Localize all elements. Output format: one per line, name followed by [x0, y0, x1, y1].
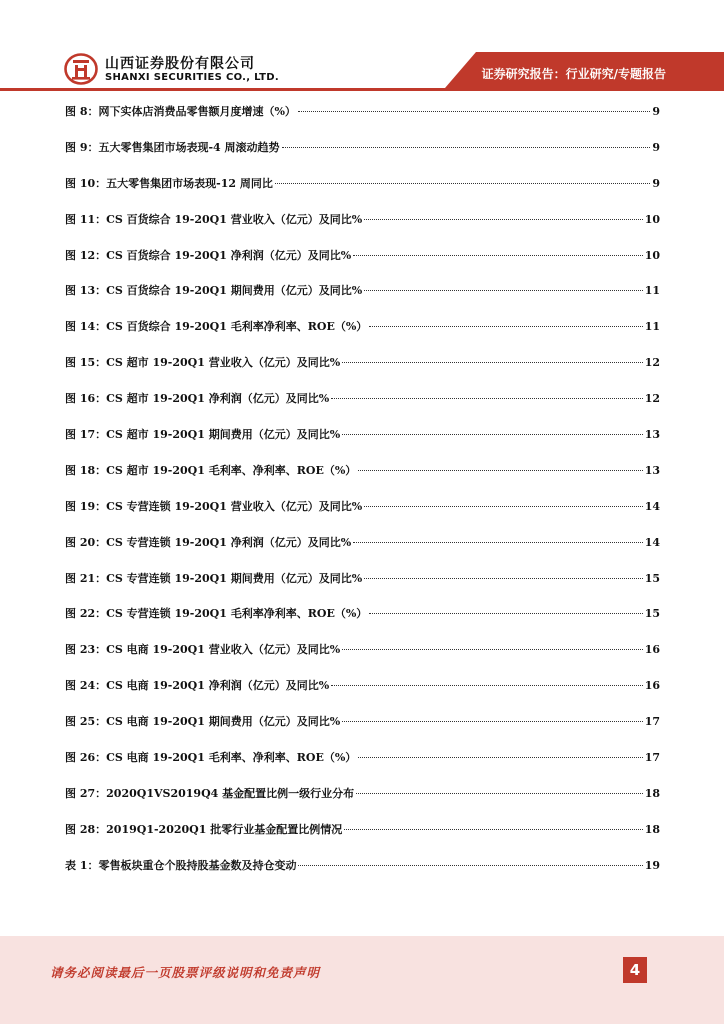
toc-entry-page: 17: [644, 715, 660, 729]
toc-entry-title: 图 15：CS 超市 19-20Q1 营业收入（亿元）及同比%: [65, 356, 341, 370]
toc-dot-leader: [344, 829, 642, 830]
toc-entry-page: 11: [644, 320, 660, 334]
toc-dot-leader: [342, 649, 642, 650]
toc-dot-leader: [358, 470, 642, 471]
toc-entry-title: 图 23：CS 电商 19-20Q1 营业收入（亿元）及同比%: [65, 643, 341, 657]
toc-entry-title: 图 20：CS 专营连锁 19-20Q1 净利润（亿元）及同比%: [65, 535, 352, 549]
toc-dot-leader: [342, 434, 642, 435]
toc-entry[interactable]: [65, 676, 660, 712]
page-header: [0, 0, 724, 96]
toc-entry-page: 12: [644, 392, 660, 406]
toc-entry-title: 图 14：CS 百货综合 19-20Q1 毛利率净利率、ROE（%）: [65, 320, 368, 334]
toc-entry-page: 16: [644, 679, 660, 693]
toc-entry[interactable]: [65, 389, 660, 425]
toc-entry-page: 19: [644, 858, 660, 872]
page-number: 4: [623, 957, 647, 983]
toc-entry[interactable]: [65, 461, 660, 497]
toc-dot-leader: [342, 721, 642, 722]
toc-entry-title: 图 10：五大零售集团市场表现-12 周同比: [65, 176, 273, 190]
toc-entry-page: 9: [652, 176, 660, 190]
company-name-cn: 山西证券股份有限公司: [105, 56, 255, 72]
toc-entry[interactable]: [65, 102, 660, 138]
toc-entry-title: 图 17：CS 超市 19-20Q1 期间费用（亿元）及同比%: [65, 428, 341, 442]
toc-entry-title: 表 1：零售板块重仓个股持股基金数及持仓变动: [65, 858, 297, 872]
toc-entry-title: 图 12：CS 百货综合 19-20Q1 净利润（亿元）及同比%: [65, 248, 352, 262]
toc-dot-leader: [364, 506, 642, 507]
footer-disclaimer: 请务必阅读最后一页股票评级说明和免责声明: [50, 965, 321, 980]
toc-dot-leader: [282, 147, 651, 148]
toc-entry[interactable]: [65, 748, 660, 784]
toc-entry[interactable]: [65, 353, 660, 389]
toc-entry-page: 9: [652, 105, 660, 118]
toc-entry-page: 17: [644, 751, 660, 765]
toc-entry-page: 11: [644, 284, 660, 298]
toc-dot-leader: [298, 865, 642, 866]
toc-dot-leader: [331, 685, 642, 686]
toc-entry-page: 13: [644, 428, 660, 442]
toc-entry[interactable]: [65, 138, 660, 174]
toc-entry[interactable]: [65, 604, 660, 640]
toc-entry-title: 图 26：CS 电商 19-20Q1 毛利率、净利率、ROE（%）: [65, 751, 357, 765]
toc-dot-leader: [358, 757, 642, 758]
toc-entry[interactable]: [65, 281, 660, 317]
toc-dot-leader: [369, 326, 642, 327]
toc-dot-leader: [364, 578, 642, 579]
toc-entry[interactable]: [65, 712, 660, 748]
toc-entry[interactable]: [65, 820, 660, 856]
toc-entry-page: 14: [644, 499, 660, 513]
toc-entry-title: 图 18：CS 超市 19-20Q1 毛利率、净利率、ROE（%）: [65, 463, 357, 477]
toc-dot-leader: [356, 793, 643, 794]
toc-entry-title: 图 21：CS 专营连锁 19-20Q1 期间费用（亿元）及同比%: [65, 571, 363, 585]
toc-entry-page: 18: [644, 786, 660, 800]
toc-dot-leader: [342, 362, 642, 363]
toc-entry-page: 14: [644, 535, 660, 549]
toc-entry-title: 图 22：CS 专营连锁 19-20Q1 毛利率净利率、ROE（%）: [65, 607, 368, 621]
toc-entry-title: 图 13：CS 百货综合 19-20Q1 期间费用（亿元）及同比%: [65, 284, 363, 298]
toc-entry-title: 图 27：2020Q1VS2019Q4 基金配置比例一级行业分布: [65, 786, 355, 800]
toc-entry-title: 图 16：CS 超市 19-20Q1 净利润（亿元）及同比%: [65, 392, 330, 406]
toc-dot-leader: [298, 111, 650, 112]
toc-entry-page: 15: [644, 571, 660, 585]
toc-entry-page: 16: [644, 643, 660, 657]
toc-entry[interactable]: [65, 497, 660, 533]
toc-entry[interactable]: [65, 246, 660, 282]
toc-dot-leader: [275, 183, 651, 184]
toc-entry-title: 图 9：五大零售集团市场表现-4 周滚动趋势: [65, 140, 280, 154]
toc-list: [65, 102, 660, 892]
toc-entry[interactable]: [65, 425, 660, 461]
toc-entry[interactable]: [65, 569, 660, 605]
toc-dot-leader: [364, 290, 642, 291]
toc-entry[interactable]: [65, 174, 660, 210]
toc-entry[interactable]: [65, 784, 660, 820]
toc-entry-title: 图 19：CS 专营连锁 19-20Q1 营业收入（亿元）及同比%: [65, 499, 363, 513]
toc-dot-leader: [353, 542, 642, 543]
toc-entry-page: 10: [644, 212, 660, 226]
toc-entry-title: 图 28：2019Q1-2020Q1 批零行业基金配置比例情况: [65, 822, 343, 836]
toc-entry[interactable]: [65, 317, 660, 353]
toc-entry[interactable]: [65, 210, 660, 246]
toc-entry[interactable]: [65, 856, 660, 892]
toc-dot-leader: [353, 255, 642, 256]
toc-entry-title: 图 24：CS 电商 19-20Q1 净利润（亿元）及同比%: [65, 679, 330, 693]
report-type: 证券研究报告：行业研究/专题报告: [481, 67, 666, 81]
toc-entry-page: 10: [644, 248, 660, 262]
toc-entry[interactable]: [65, 533, 660, 569]
company-name-en: SHANXI SECURITIES CO., LTD.: [105, 72, 279, 83]
toc-dot-leader: [331, 398, 642, 399]
toc-entry-page: 13: [644, 463, 660, 477]
toc-dot-leader: [369, 613, 642, 614]
toc-dot-leader: [364, 219, 642, 220]
toc-entry-page: 12: [644, 356, 660, 370]
toc-entry[interactable]: [65, 640, 660, 676]
toc-entry-page: 9: [652, 140, 660, 154]
toc-entry-title: 图 11：CS 百货综合 19-20Q1 营业收入（亿元）及同比%: [65, 212, 363, 226]
toc-entry-page: 15: [644, 607, 660, 621]
toc-entry-title: 图 8：网下实体店消费品零售额月度增速（%）: [65, 105, 296, 118]
toc-entry-title: 图 25：CS 电商 19-20Q1 期间费用（亿元）及同比%: [65, 715, 341, 729]
toc-entry-page: 18: [644, 822, 660, 836]
